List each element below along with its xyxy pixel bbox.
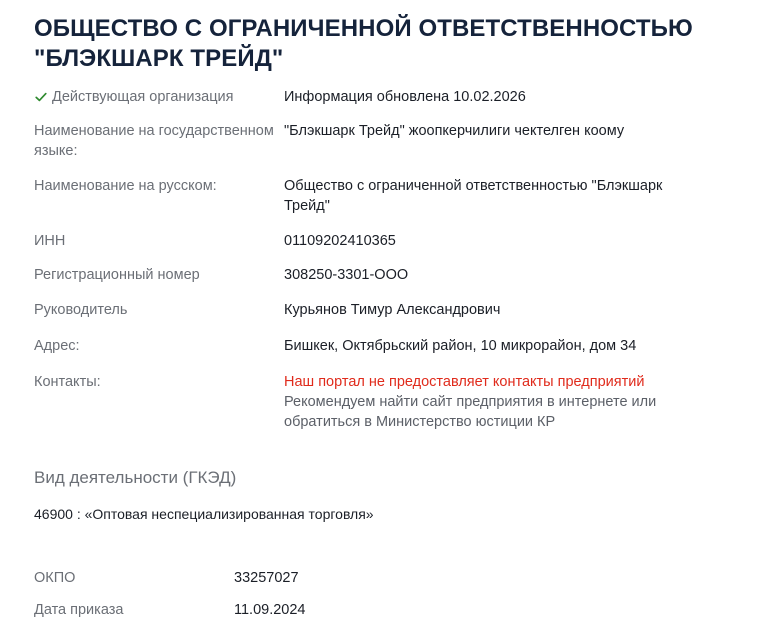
order-date-row xyxy=(34,600,761,620)
contacts-label: Контакты: xyxy=(34,374,101,390)
state-name-value: "Блэкшарк Трейд" жоопкерчилиги чектелген коому xyxy=(284,123,625,139)
ru-name-label: Наименование на русском: xyxy=(34,178,217,194)
reg-number-row xyxy=(34,265,761,285)
state-name-row xyxy=(34,121,761,161)
reg-number-value: 308250-3301-ООО xyxy=(284,267,409,283)
contacts-value xyxy=(284,372,704,432)
contacts-hint: Рекомендуем найти сайт предприятия в интернете или обратиться в Министерство юстиции КР xyxy=(284,394,657,430)
reg-number-label: Регистрационный номер xyxy=(34,267,200,283)
inn-row xyxy=(34,231,761,251)
contacts-row xyxy=(34,372,761,432)
page-title: ОБЩЕСТВО С ОГРАНИЧЕННОЙ ОТВЕТСТВЕННОСТЬЮ "БЛЭКШАРК ТРЕЙД" xyxy=(34,15,693,72)
contacts-warning: Наш портал не предоставляет контакты предприятий xyxy=(284,374,645,390)
activity-value: 46900 : «Оптовая неспециализированная торговля» xyxy=(34,506,374,522)
check-icon xyxy=(34,90,48,104)
order-date-value: 11.09.2024 xyxy=(234,602,306,618)
order-date-label: Дата приказа xyxy=(34,602,124,618)
okpo-value: 33257027 xyxy=(234,570,299,586)
head-value: Курьянов Тимур Александрович xyxy=(284,302,501,318)
activity-section-title: Вид деятельности (ГКЭД) xyxy=(34,468,237,487)
inn-value: 01109202410365 xyxy=(284,233,396,249)
ru-name-value: Общество с ограниченной ответственностью "Блэкшарк Трейд" xyxy=(284,178,663,214)
head-label: Руководитель xyxy=(34,302,128,318)
status-row xyxy=(34,87,761,107)
status-text: Действующая организация xyxy=(52,89,234,105)
status-badge xyxy=(34,87,284,107)
ru-name-row xyxy=(34,176,761,216)
state-name-label: Наименование на государственном языке: xyxy=(34,123,274,159)
address-row xyxy=(34,336,761,356)
head-row xyxy=(34,300,761,320)
address-label: Адрес: xyxy=(34,338,80,354)
address-value: Бишкек, Октябрьский район, 10 микрорайон, дом 34 xyxy=(284,338,637,354)
okpo-row xyxy=(34,568,761,588)
updated-date: Информация обновлена 10.02.2026 xyxy=(284,89,526,105)
okpo-label: ОКПО xyxy=(34,570,76,586)
inn-label: ИНН xyxy=(34,233,66,249)
